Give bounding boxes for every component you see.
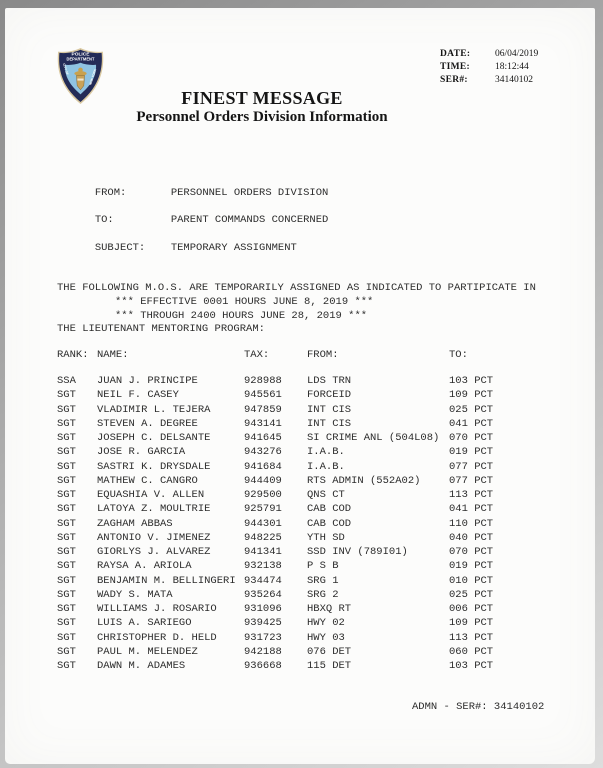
- cell-tax: 925791: [244, 503, 282, 516]
- table-row: [57, 460, 567, 474]
- cell-tax: 932138: [244, 560, 282, 573]
- cell-name: PAUL M. MELENDEZ: [97, 645, 198, 658]
- table-row: [57, 631, 567, 645]
- cell-rank: SGT: [57, 603, 76, 615]
- cell-tax: 945561: [244, 389, 282, 402]
- cell-tax: 941645: [244, 432, 282, 444]
- cell-to: 025 PCT: [449, 588, 494, 601]
- logo-text-new-york: NEW YORK: [88, 68, 98, 86]
- table-header: [57, 348, 567, 362]
- cell-from: CAB COD: [307, 517, 352, 530]
- cell-to: 010 PCT: [449, 574, 494, 587]
- cell-from: HWY 03: [307, 631, 345, 644]
- table-row: [57, 403, 567, 417]
- assignment-table-body: [57, 374, 567, 673]
- table-row: [57, 545, 567, 559]
- cell-name: SASTRI K. DRYSDALE: [97, 460, 211, 473]
- header-from: FROM:: [307, 349, 339, 361]
- cell-to: 060 PCT: [449, 645, 494, 658]
- cell-tax: 943141: [244, 417, 282, 430]
- cell-from: LDS TRN: [307, 375, 352, 387]
- cell-name: ZAGHAM ABBAS: [97, 517, 173, 530]
- table-row: [57, 588, 567, 602]
- cell-tax: 942188: [244, 645, 282, 658]
- cell-tax: 934474: [244, 574, 282, 587]
- cell-to: 077 PCT: [449, 460, 494, 473]
- cell-name: STEVEN A. DEGREE: [97, 417, 198, 430]
- cell-from: SRG 2: [307, 588, 339, 601]
- cell-name: JUAN J. PRINCIPE: [97, 375, 198, 387]
- cell-tax: 928988: [244, 375, 282, 387]
- cell-rank: SGT: [57, 474, 76, 487]
- cell-from: FORCEID: [307, 389, 352, 402]
- cell-rank: SGT: [57, 417, 76, 430]
- to-value: PARENT COMMANDS CONCERNED: [170, 214, 329, 226]
- cell-name: DAWN M. ADAMES: [97, 660, 186, 672]
- cell-rank: SGT: [57, 631, 76, 644]
- table-row: [57, 531, 567, 545]
- cell-name: WADY S. MATA: [97, 588, 173, 601]
- cell-from: P S B: [307, 560, 339, 573]
- table-row: [57, 645, 567, 659]
- cell-to: 040 PCT: [449, 531, 494, 544]
- cell-rank: SGT: [57, 403, 76, 416]
- cell-to: 019 PCT: [449, 560, 494, 573]
- cell-tax: 931096: [244, 603, 282, 615]
- cell-to: 077 PCT: [449, 474, 494, 487]
- cell-rank: SGT: [57, 446, 76, 459]
- cell-name: LATOYA Z. MOULTRIE: [97, 503, 211, 516]
- cell-from: SRG 1: [307, 574, 339, 587]
- cell-name: RAYSA A. ARIOLA: [97, 560, 192, 573]
- cell-rank: SGT: [57, 617, 76, 630]
- table-row: [57, 502, 567, 516]
- cell-to: 103 PCT: [449, 660, 494, 672]
- table-row: [57, 388, 567, 402]
- cell-rank: SGT: [57, 660, 76, 672]
- meta-ser-row: [440, 74, 538, 87]
- table-row: [57, 616, 567, 630]
- table-row: [57, 574, 567, 588]
- cell-from: SSD INV (789I01): [307, 546, 408, 558]
- cell-from: 076 DET: [307, 645, 352, 658]
- cell-to: 041 PCT: [449, 503, 494, 516]
- through-line: *** THROUGH 2400 HOURS JUNE 28, 2019 ***: [115, 310, 368, 322]
- cell-from: I.A.B.: [307, 446, 345, 459]
- cell-tax: 941684: [244, 460, 282, 473]
- table-row: [57, 659, 567, 673]
- cell-name: VLADIMIR L. TEJERA: [97, 403, 211, 416]
- cell-rank: SGT: [57, 531, 76, 544]
- cell-name: JOSEPH C. DELSANTE: [97, 432, 211, 444]
- cell-from: SI CRIME ANL (504L08): [307, 432, 440, 444]
- time-label: TIME:: [440, 62, 470, 72]
- cell-from: RTS ADMIN (552A02): [307, 474, 421, 487]
- cell-to: 109 PCT: [449, 617, 494, 630]
- meta-date-row: [440, 48, 538, 61]
- admin-serial-line: ADMN - SER#: 34140102: [412, 701, 545, 713]
- document-page: [5, 8, 595, 764]
- cell-name: JOSE R. GARCIA: [97, 446, 186, 459]
- time-value: 18:12:44: [495, 62, 529, 72]
- cell-from: I.A.B.: [307, 460, 345, 473]
- cell-rank: SGT: [57, 389, 76, 402]
- subject-label: SUBJECT:: [94, 242, 146, 254]
- cell-rank: SGT: [57, 517, 76, 530]
- document-title: FINEST MESSAGE: [181, 88, 343, 108]
- cell-tax: 935264: [244, 588, 282, 601]
- cell-rank: SGT: [57, 574, 76, 587]
- cell-from: CAB COD: [307, 503, 352, 516]
- subject-value: TEMPORARY ASSIGNMENT: [170, 242, 297, 254]
- cell-to: 041 PCT: [449, 417, 494, 430]
- cell-to: 103 PCT: [449, 375, 494, 387]
- cell-from: 115 DET: [307, 660, 352, 672]
- table-row: [57, 374, 567, 388]
- cell-rank: SGT: [57, 432, 76, 444]
- cell-to: 110 PCT: [449, 517, 494, 530]
- cell-tax: 939425: [244, 617, 282, 630]
- cell-name: BENJAMIN M. BELLINGERI: [97, 574, 236, 587]
- ser-value: 34140102: [495, 75, 533, 85]
- cell-to: 006 PCT: [449, 603, 494, 615]
- cell-tax: 944301: [244, 517, 282, 530]
- table-row: [57, 431, 567, 445]
- from-value: PERSONNEL ORDERS DIVISION: [170, 187, 329, 199]
- cell-from: HBXQ RT: [307, 603, 352, 615]
- cell-rank: SGT: [57, 460, 76, 473]
- cell-rank: SGT: [57, 560, 76, 573]
- cell-to: 113 PCT: [449, 631, 494, 644]
- table-row: [57, 559, 567, 573]
- meta-block: [440, 48, 538, 87]
- cell-from: HWY 02: [307, 617, 345, 630]
- cell-to: 109 PCT: [449, 389, 494, 402]
- cell-name: ANTONIO V. JIMENEZ: [97, 531, 211, 544]
- logo-text-department: DEPARTMENT: [66, 56, 95, 62]
- cell-rank: SGT: [57, 503, 76, 516]
- header-tax: TAX:: [244, 349, 270, 361]
- cell-tax: 929500: [244, 489, 282, 501]
- cell-rank: SGT: [57, 489, 76, 501]
- cell-tax: 941341: [244, 546, 282, 558]
- cell-tax: 936668: [244, 660, 282, 672]
- cell-rank: SSA: [57, 375, 76, 387]
- cell-name: WILLIAMS J. ROSARIO: [97, 603, 217, 615]
- cell-name: LUIS A. SARIEGO: [97, 617, 192, 630]
- table-row: [57, 602, 567, 616]
- cell-name: MATHEW C. CANGRO: [97, 474, 198, 487]
- cell-from: INT CIS: [307, 417, 352, 430]
- header-rank: RANK:: [57, 349, 89, 361]
- ser-label: SER#:: [440, 75, 468, 85]
- cell-rank: SGT: [57, 645, 76, 658]
- cell-name: EQUASHIA V. ALLEN: [97, 489, 205, 501]
- cell-name: GIORLYS J. ALVAREZ: [97, 546, 211, 558]
- date-label: DATE:: [440, 49, 471, 59]
- cell-tax: 931723: [244, 631, 282, 644]
- cell-rank: SGT: [57, 588, 76, 601]
- cell-rank: SGT: [57, 546, 76, 558]
- logo-text-city-of: CITY OF: [61, 62, 70, 76]
- cell-tax: 944409: [244, 474, 282, 487]
- logo-text-police: POLICE: [71, 52, 90, 58]
- cell-to: 025 PCT: [449, 403, 494, 416]
- document-subtitle: Personnel Orders Division Information: [136, 109, 388, 125]
- cell-from: INT CIS: [307, 403, 352, 416]
- cell-to: 070 PCT: [449, 432, 494, 444]
- meta-time-row: [440, 61, 538, 74]
- header-to: TO:: [449, 349, 468, 361]
- to-label: TO:: [94, 214, 114, 226]
- cell-to: 070 PCT: [449, 546, 494, 558]
- table-row: [57, 488, 567, 502]
- cell-tax: 948225: [244, 531, 282, 544]
- paragraph-line-2: THE LIEUTENANT MENTORING PROGRAM:: [57, 322, 265, 335]
- cell-name: NEIL F. CASEY: [97, 389, 179, 402]
- header-name: NAME:: [97, 349, 129, 361]
- cell-tax: 947859: [244, 403, 282, 416]
- table-row: [57, 445, 567, 459]
- cell-tax: 943276: [244, 446, 282, 459]
- cell-to: 113 PCT: [449, 489, 494, 501]
- cell-name: CHRISTOPHER D. HELD: [97, 631, 217, 644]
- table-row: [57, 474, 567, 488]
- effective-line: *** EFFECTIVE 0001 HOURS JUNE 8, 2019 ***: [115, 296, 374, 308]
- date-value: 06/04/2019: [495, 49, 539, 59]
- cell-to: 019 PCT: [449, 446, 494, 459]
- table-row: [57, 417, 567, 431]
- paragraph-line-1: THE FOLLOWING M.O.S. ARE TEMPORARILY ASSIGNED AS INDICATED TO PARTIPICATE IN: [57, 282, 536, 294]
- cell-from: QNS CT: [307, 489, 345, 501]
- from-label: FROM:: [94, 187, 127, 199]
- table-row: [57, 517, 567, 531]
- cell-from: YTH SD: [307, 531, 345, 544]
